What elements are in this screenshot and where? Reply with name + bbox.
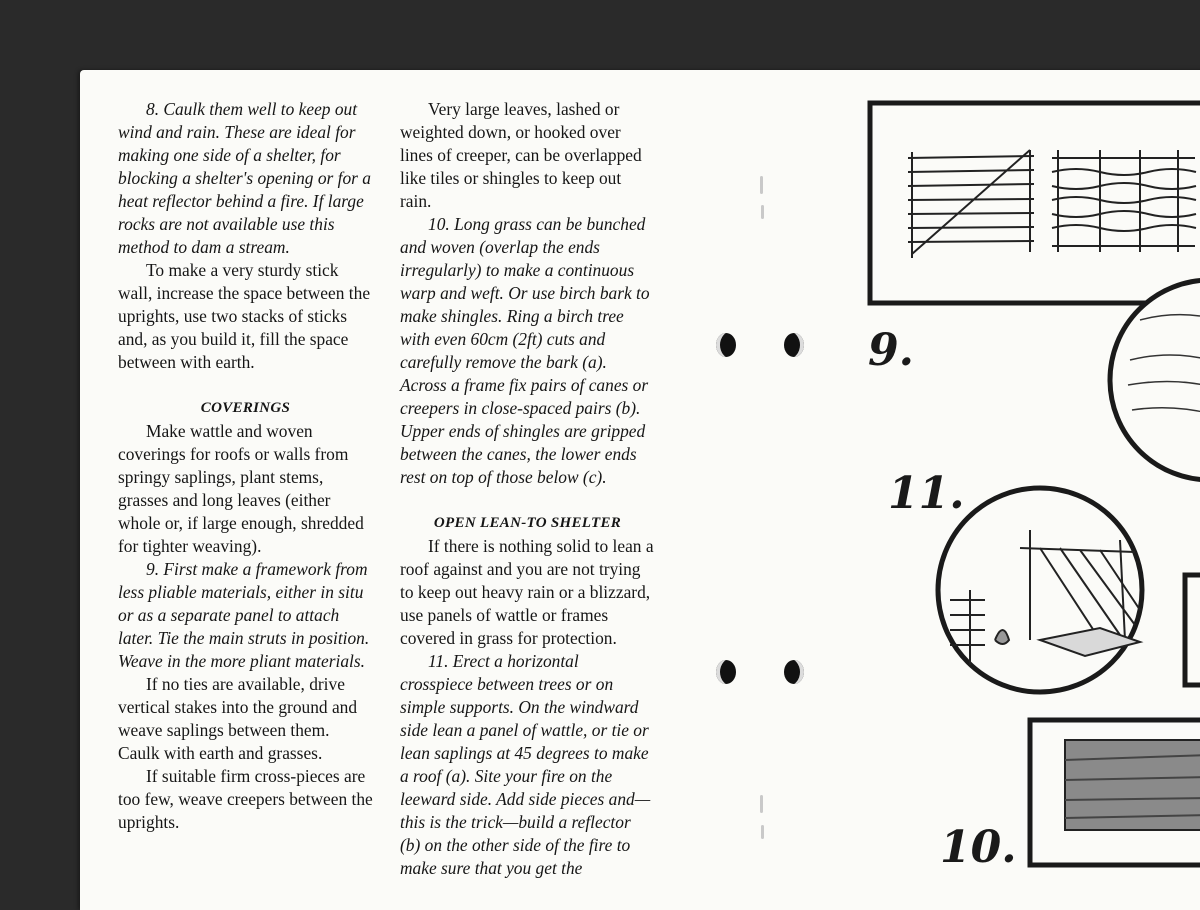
- heading-open-lean-to: OPEN LEAN-TO SHELTER: [433, 515, 622, 531]
- fig-frame-partial: [1185, 575, 1200, 685]
- fig11-circle: [938, 488, 1142, 692]
- staple-mark: [760, 795, 763, 813]
- staple-mark: [761, 205, 764, 219]
- heading-coverings: COVERINGS: [200, 400, 291, 416]
- paragraph-cross-pieces: If suitable firm cross-pieces are too few, weave creepers between the uprights.: [118, 766, 373, 832]
- staple-mark: [760, 176, 763, 194]
- paragraph-large-leaves: Very large leaves, lashed or weighted down, or hooked over lines of creeper, can be overlapped like tiles or shingles to keep out rain.: [400, 99, 642, 211]
- fig9-frame: [870, 103, 1200, 303]
- punch-hole: [784, 333, 804, 357]
- figure-label-10: 10.: [940, 822, 1017, 873]
- detail-circle-upper: [1110, 280, 1200, 480]
- figure-label-11: 11.: [888, 468, 965, 519]
- text-column-left: [118, 98, 373, 834]
- punch-hole: [716, 333, 736, 357]
- paragraph-no-ties: If no ties are available, drive vertical stakes into the ground and weave saplings between them. Caulk with earth and grasses.: [118, 674, 358, 763]
- paragraph-step-9: 9. First make a framework from less pliable materials, either in situ or as a separate panel to attach later. Tie the main struts in position. Weave in the more pliant materials.: [118, 559, 370, 671]
- figure-label-9: 9.: [868, 325, 914, 376]
- paragraph-step-10: 10. Long grass can be bunched and woven (overlap the ends irregularly) to make a continuous warp and weft. Or use birch bark to make shingles. Ring a birch tree with even 60cm (2ft) cuts and carefully remove the bark (a). Across a frame fix pairs of canes or creepers in close-spaced pairs (b). Upper ends of shingles are gripped between the canes, the lower ends rest on top of those below (c).: [400, 214, 650, 487]
- paragraph-step-11: 11. Erect a horizontal crosspiece between trees or on simple supports. On the windward side lean a panel of wattle, or tie or lean saplings at 45 degrees to make a roof (a). Site your fire on the leeward side. Add side pieces and—this is the trick—build a reflector (b) on the other side of the fire to make sure that you get the: [400, 651, 651, 878]
- paragraph-step-8: 8. Caulk them well to keep out wind and rain. These are ideal for making one side of a shelter, for blocking a shelter's opening or for a heat reflector behind a fire. If large rocks are not available use this method to dam a stream.: [118, 99, 371, 257]
- paragraph-wattle-coverings: Make wattle and woven coverings for roofs or walls from springy saplings, plant stems, grasses and long leaves (either whole or, if large enough, shredded for tighter weaving).: [118, 421, 364, 556]
- paragraph-sturdy-wall: To make a very sturdy stick wall, increase the space between the uprights, use two stacks of sticks and, as you build it, fill the space between with earth.: [118, 260, 371, 372]
- staple-mark: [761, 825, 764, 839]
- paragraph-lean-to-intro: If there is nothing solid to lean a roof against and you are not trying to keep out heavy rain or a blizzard, use panels of wattle or frames covered in grass for protection.: [400, 536, 654, 648]
- punch-hole: [784, 660, 804, 684]
- punch-hole: [716, 660, 736, 684]
- text-column-right: [400, 98, 655, 880]
